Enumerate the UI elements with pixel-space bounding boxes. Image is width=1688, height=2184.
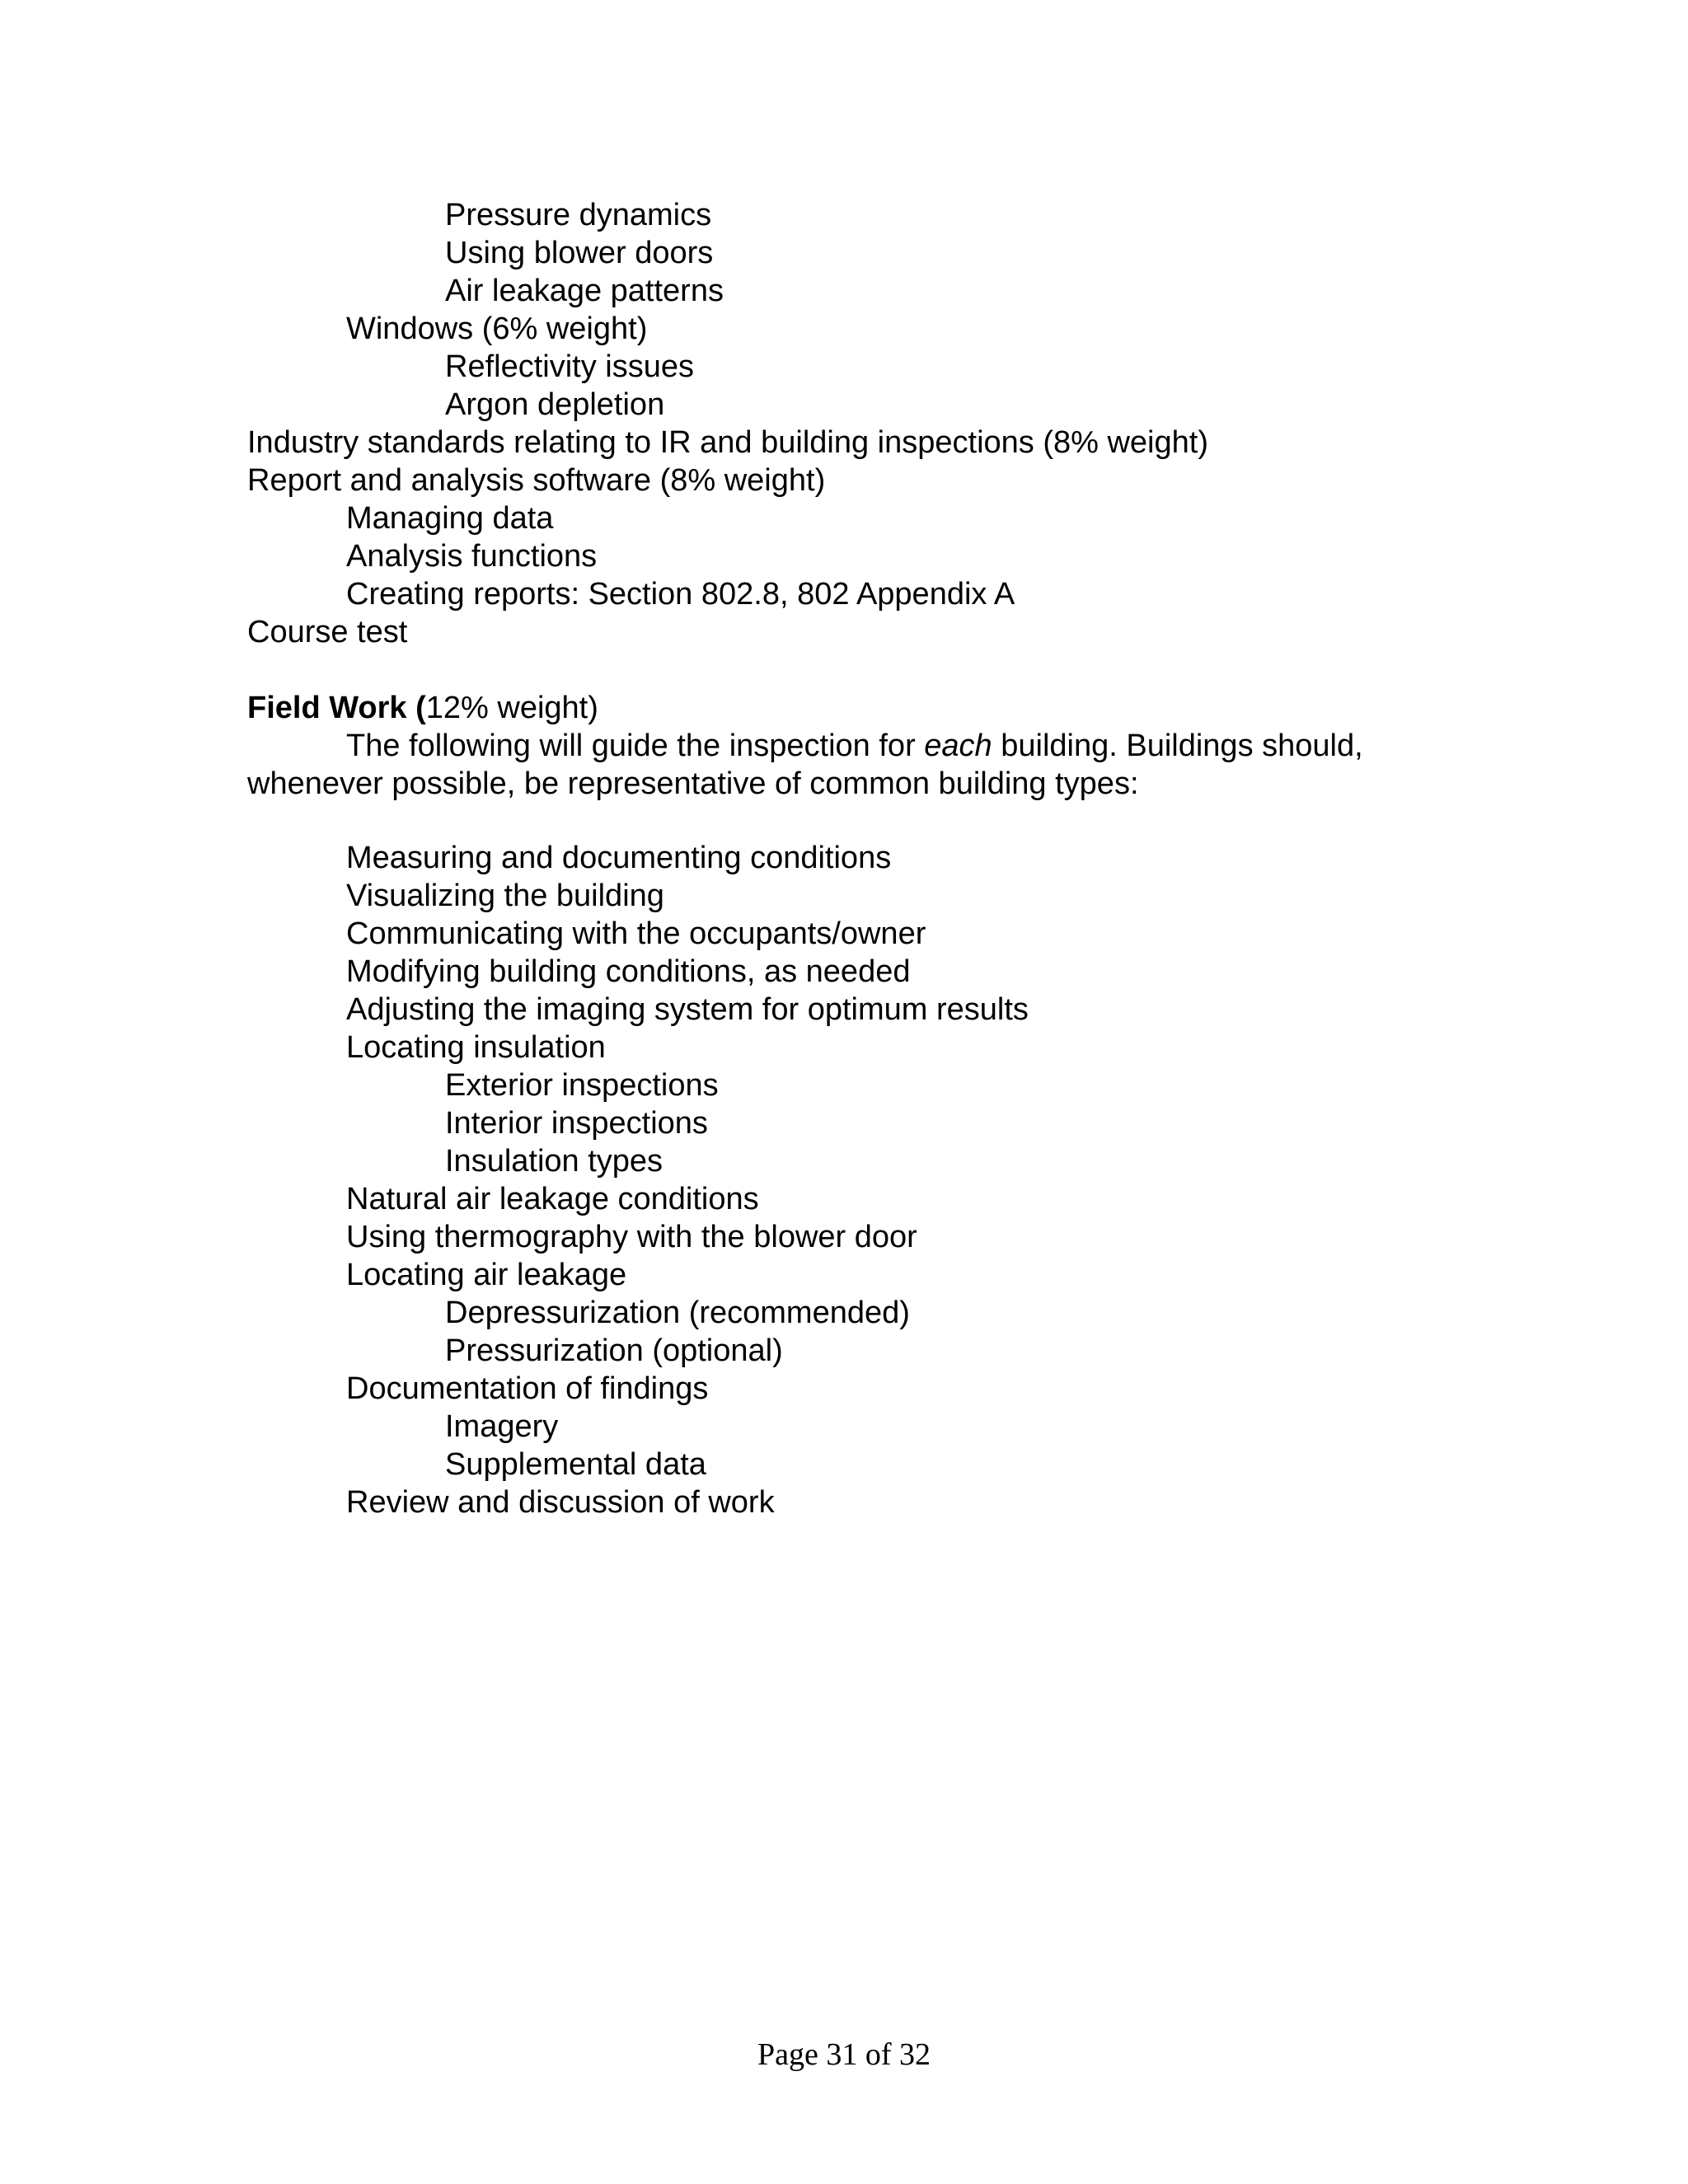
outline-item: Communicating with the occupants/owner	[346, 916, 926, 951]
outline-item: Measuring and documenting conditions	[346, 841, 892, 875]
outline-item: Adjusting the imaging system for optimum results	[346, 992, 1029, 1027]
outline-top	[247, 196, 1208, 651]
section-heading-weight: 12% weight)	[425, 691, 598, 725]
section-heading-bold: Field Work (	[247, 691, 426, 725]
outline-item: Visualizing the building	[346, 879, 664, 913]
outline-item: Windows (6% weight)	[346, 312, 648, 346]
outline-item: Documentation of findings	[346, 1371, 709, 1406]
outline-item: Interior inspections	[445, 1106, 708, 1141]
intro-paragraph-line1	[247, 727, 1363, 765]
outline-item: Depressurization (recommended)	[445, 1296, 910, 1330]
outline-item: Creating reports: Section 802.8, 802 Appendix A	[346, 577, 1015, 612]
outline-item: Modifying building conditions, as needed	[346, 954, 911, 989]
outline-item: Locating insulation	[346, 1030, 606, 1065]
outline-field-work	[247, 839, 1029, 1521]
outline-item: Locating air leakage	[346, 1258, 627, 1292]
outline-item: Managing data	[346, 501, 554, 536]
page-number: Page 31 of 32	[757, 2037, 931, 2072]
outline-item: Using blower doors	[445, 236, 714, 270]
outline-item: Report and analysis software (8% weight)	[247, 463, 826, 498]
intro-emphasis: each	[924, 729, 992, 763]
outline-item: Exterior inspections	[445, 1068, 719, 1103]
outline-item: Pressurization (optional)	[445, 1333, 783, 1368]
outline-item: Review and discussion of work	[346, 1485, 775, 1520]
outline-item: Reflectivity issues	[445, 349, 694, 384]
outline-item: Natural air leakage conditions	[346, 1182, 759, 1216]
outline-item: Course test	[247, 615, 408, 649]
outline-item: Industry standards relating to IR and building inspections (8% weight)	[247, 425, 1208, 460]
intro-text: building. Buildings should,	[992, 729, 1363, 763]
outline-item: Pressure dynamics	[445, 198, 712, 232]
section-heading	[247, 689, 1363, 727]
outline-item: Analysis functions	[346, 539, 598, 574]
intro-text: The following will guide the inspection for	[346, 729, 925, 763]
intro-paragraph-line2: whenever possible, be representative of common building types:	[247, 766, 1139, 801]
field-work-section	[247, 689, 1363, 803]
outline-item: Using thermography with the blower door	[346, 1220, 917, 1254]
outline-item: Imagery	[445, 1409, 559, 1444]
outline-item: Insulation types	[445, 1144, 663, 1179]
outline-item: Supplemental data	[445, 1447, 706, 1482]
outline-item: Air leakage patterns	[445, 274, 724, 308]
outline-item: Argon depletion	[445, 387, 665, 422]
